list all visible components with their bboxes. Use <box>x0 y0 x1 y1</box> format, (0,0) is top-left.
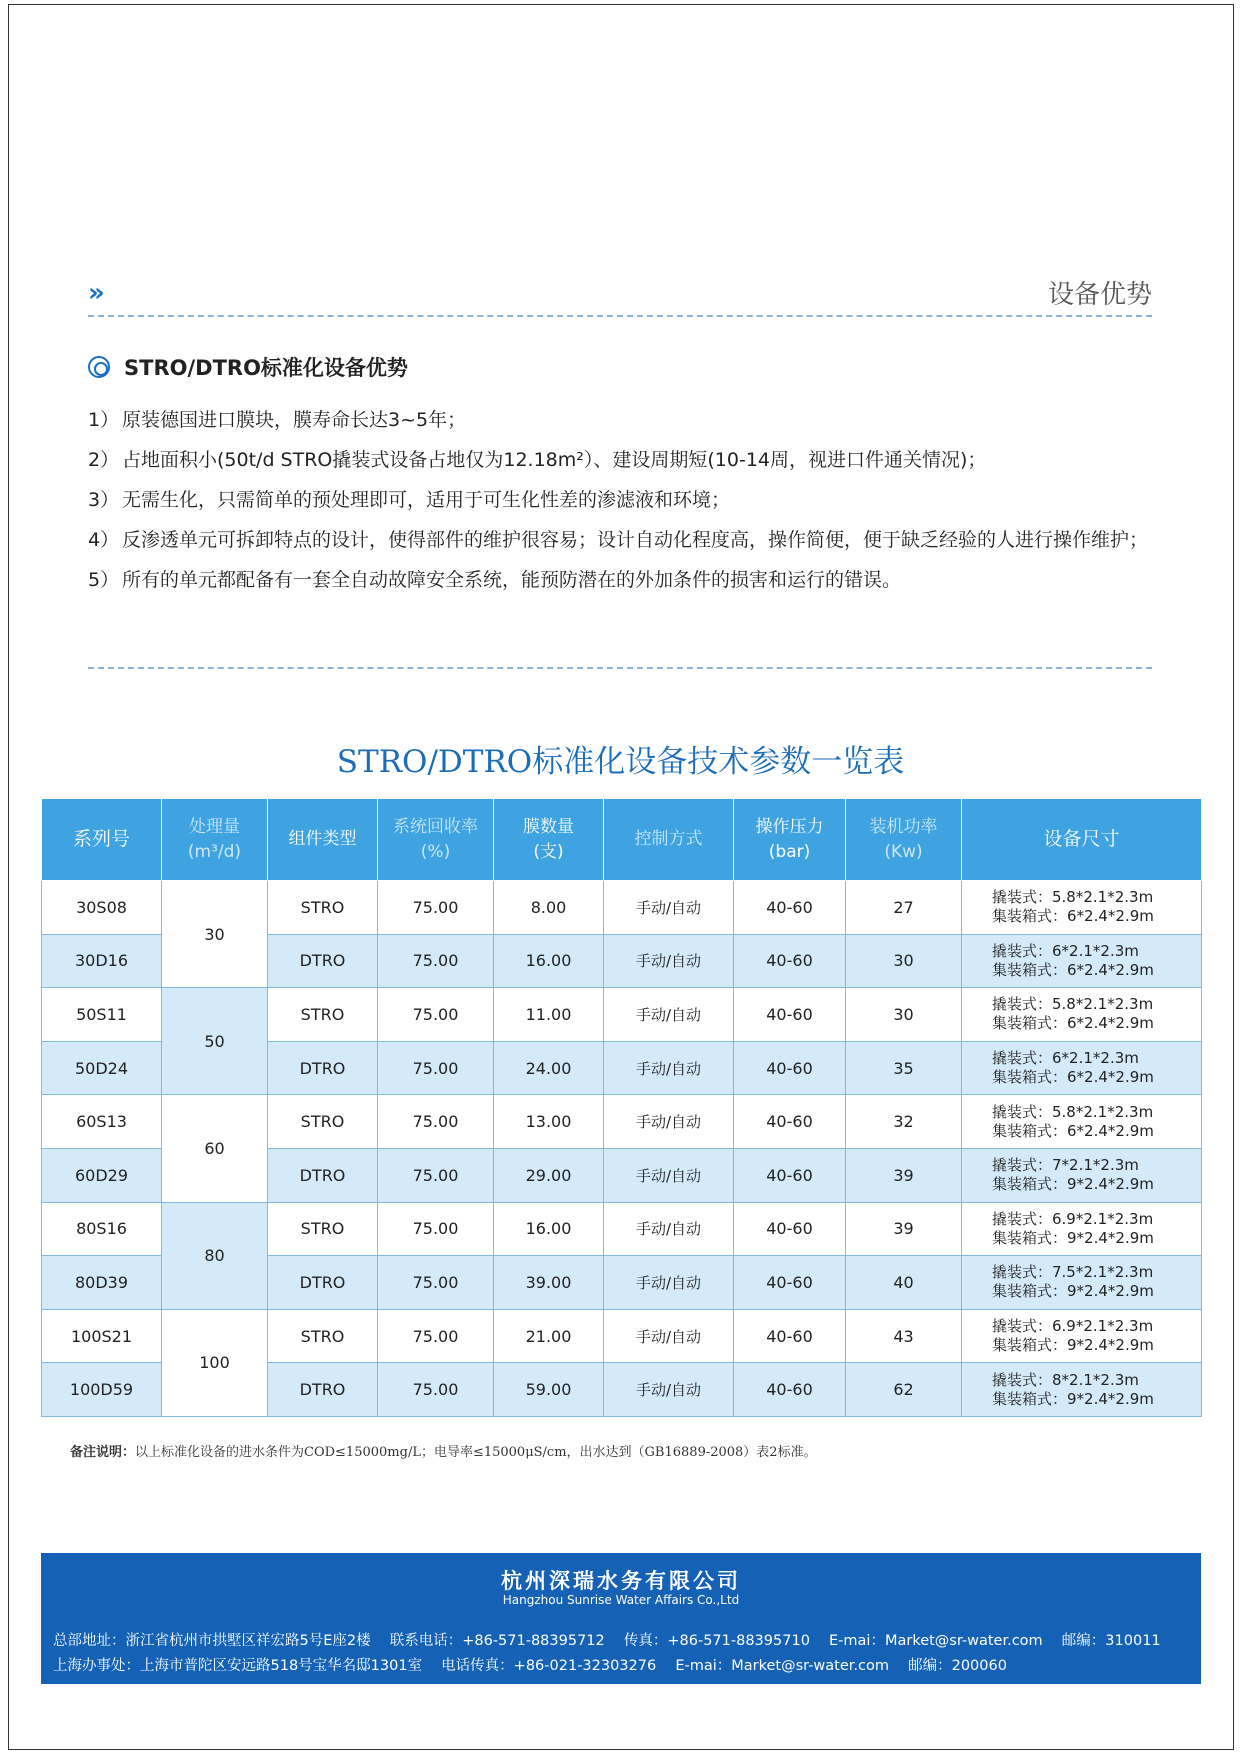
cell-pressure: 40-60 <box>734 1148 846 1202</box>
cell-control: 手动/自动 <box>604 934 734 988</box>
size-container: 集装箱式：6*2.4*2.9m <box>992 1068 1154 1087</box>
table-row <box>42 1309 1202 1363</box>
cell-membranes: 11.00 <box>494 988 604 1042</box>
section-title: 设备优势 <box>1047 280 1152 310</box>
cell-pressure: 40-60 <box>734 881 846 935</box>
table-row <box>42 1202 1202 1256</box>
cell-power: 62 <box>846 1363 962 1417</box>
cell-series: 80D39 <box>42 1256 162 1310</box>
size-skid: 撬装式：5.8*2.1*2.3m <box>992 995 1154 1014</box>
cell-control: 手动/自动 <box>604 1148 734 1202</box>
list-item-text: 所有的单元都配备有一套全自动故障安全系统，能预防潜在的外加条件的损害和运行的错误。 <box>122 569 902 591</box>
list-item-text: 原装德国进口膜块，膜寿命长达3~5年； <box>122 409 467 431</box>
size-container: 集装箱式：6*2.4*2.9m <box>992 960 1154 979</box>
divider-top <box>88 315 1152 317</box>
cell-membranes: 13.00 <box>494 1095 604 1149</box>
cell-control: 手动/自动 <box>604 1095 734 1149</box>
cell-series: 30D16 <box>42 934 162 988</box>
size-skid: 撬装式：7.5*2.1*2.3m <box>992 1263 1154 1282</box>
cell-recovery: 75.00 <box>378 881 494 935</box>
cell-membranes: 39.00 <box>494 1256 604 1310</box>
cell-control: 手动/自动 <box>604 1202 734 1256</box>
cell-module: STRO <box>268 881 378 935</box>
size-container: 集装箱式：9*2.4*2.9m <box>992 1175 1154 1194</box>
size-skid: 撬装式：6.9*2.1*2.3m <box>992 1209 1154 1228</box>
cell-recovery: 75.00 <box>378 1363 494 1417</box>
cell-size <box>962 1256 1202 1310</box>
table-row <box>42 881 1202 935</box>
cell-size <box>962 1202 1202 1256</box>
cell-pressure: 40-60 <box>734 1256 846 1310</box>
size-skid: 撬装式：5.8*2.1*2.3m <box>992 1102 1154 1121</box>
cell-pressure: 40-60 <box>734 988 846 1042</box>
cell-size <box>962 934 1202 988</box>
list-item-number: 2） <box>88 449 120 471</box>
cell-power: 32 <box>846 1095 962 1149</box>
cell-size <box>962 1363 1202 1417</box>
advantages-list <box>88 400 1158 600</box>
cell-module: DTRO <box>268 1148 378 1202</box>
cell-pressure: 40-60 <box>734 1095 846 1149</box>
size-skid: 撬装式：5.8*2.1*2.3m <box>992 888 1154 907</box>
cell-capacity: 50 <box>162 988 268 1095</box>
cell-recovery: 75.00 <box>378 1309 494 1363</box>
list-item <box>88 440 1158 480</box>
cell-series: 60D29 <box>42 1148 162 1202</box>
size-skid: 撬装式：6.9*2.1*2.3m <box>992 1317 1154 1336</box>
cell-power: 39 <box>846 1148 962 1202</box>
cell-pressure: 40-60 <box>734 1041 846 1095</box>
cell-control: 手动/自动 <box>604 1256 734 1310</box>
cell-membranes: 59.00 <box>494 1363 604 1417</box>
header-module: 组件类型 <box>268 799 378 881</box>
cell-recovery: 75.00 <box>378 1202 494 1256</box>
header-recovery: 系统回收率 (%) <box>378 799 494 881</box>
table-header-row <box>42 799 1202 881</box>
cell-membranes: 29.00 <box>494 1148 604 1202</box>
list-item-number: 3） <box>88 489 120 511</box>
spec-table <box>41 798 1202 1417</box>
list-item-number: 4） <box>88 529 120 551</box>
size-skid: 撬装式：6*2.1*2.3m <box>992 1049 1139 1068</box>
size-skid: 撬装式：6*2.1*2.3m <box>992 941 1139 960</box>
footer <box>41 1553 1201 1684</box>
divider-bottom <box>88 667 1152 669</box>
cell-control: 手动/自动 <box>604 881 734 935</box>
section-header <box>88 268 1152 318</box>
table-note <box>70 1441 817 1460</box>
cell-capacity: 60 <box>162 1095 268 1202</box>
cell-size <box>962 1095 1202 1149</box>
header-membranes: 膜数量 (支) <box>494 799 604 881</box>
cell-capacity: 80 <box>162 1202 268 1309</box>
cell-size <box>962 881 1202 935</box>
cell-membranes: 8.00 <box>494 881 604 935</box>
cell-series: 80S16 <box>42 1202 162 1256</box>
table-title: STRO/DTRO标准化设备技术参数一览表 <box>336 744 905 780</box>
cell-pressure: 40-60 <box>734 934 846 988</box>
cell-series: 100S21 <box>42 1309 162 1363</box>
header-series: 系列号 <box>42 799 162 881</box>
cell-module: DTRO <box>268 1041 378 1095</box>
note-label: 备注说明： <box>70 1445 136 1460</box>
size-container: 集装箱式：9*2.4*2.9m <box>992 1282 1154 1301</box>
cell-pressure: 40-60 <box>734 1363 846 1417</box>
cell-control: 手动/自动 <box>604 1041 734 1095</box>
cell-series: 60S13 <box>42 1095 162 1149</box>
size-container: 集装箱式：6*2.4*2.9m <box>992 1014 1154 1033</box>
list-item-text: 无需生化，只需简单的预处理即可，适用于可生化性差的渗滤液和环境； <box>122 489 731 511</box>
header-size: 设备尺寸 <box>962 799 1202 881</box>
company-name-en: Hangzhou Sunrise Water Affairs Co.,Ltd <box>502 1593 740 1607</box>
table-row <box>42 988 1202 1042</box>
shanghai-address: 上海办事处：上海市普陀区安远路518号宝华名邸1301室 电话传真：+86-021-32303276 E-mai：Market@sr-water.com 邮编：200060 <box>53 1658 1007 1674</box>
cell-membranes: 24.00 <box>494 1041 604 1095</box>
cell-capacity: 30 <box>162 881 268 988</box>
hq-address: 总部地址：浙江省杭州市拱墅区祥宏路5号E座2楼 联系电话：+86-571-88395712 传真：+86-571-88395710 E-mai：Market@sr-water.com 邮编：310011 <box>53 1633 1161 1649</box>
cell-size <box>962 1309 1202 1363</box>
cell-power: 43 <box>846 1309 962 1363</box>
list-item <box>88 400 1158 440</box>
header-control: 控制方式 <box>604 799 734 881</box>
double-chevron-icon: » <box>88 278 99 308</box>
cell-module: DTRO <box>268 1256 378 1310</box>
cell-power: 40 <box>846 1256 962 1310</box>
cell-recovery: 75.00 <box>378 934 494 988</box>
company-name-cn: 杭州深瑞水务有限公司 <box>501 1569 741 1593</box>
size-container: 集装箱式：6*2.4*2.9m <box>992 907 1154 926</box>
cell-module: STRO <box>268 988 378 1042</box>
cell-power: 30 <box>846 988 962 1042</box>
cell-series: 30S08 <box>42 881 162 935</box>
cell-module: DTRO <box>268 934 378 988</box>
cell-series: 100D59 <box>42 1363 162 1417</box>
cell-control: 手动/自动 <box>604 1363 734 1417</box>
cell-series: 50S11 <box>42 988 162 1042</box>
list-item-number: 1） <box>88 409 120 431</box>
cell-recovery: 75.00 <box>378 1041 494 1095</box>
note-text: 以上标准化设备的进水条件为COD≤15000mg/L；电导率≤15000μS/cm，出水达到（GB16889-2008）表2标准。 <box>135 1445 817 1460</box>
size-skid: 撬装式：7*2.1*2.3m <box>992 1156 1139 1175</box>
cell-power: 35 <box>846 1041 962 1095</box>
list-item <box>88 560 1158 600</box>
size-container: 集装箱式：9*2.4*2.9m <box>992 1389 1154 1408</box>
list-item <box>88 520 1158 560</box>
cell-membranes: 16.00 <box>494 934 604 988</box>
target-circle-icon <box>88 356 110 378</box>
cell-module: STRO <box>268 1095 378 1149</box>
cell-module: DTRO <box>268 1363 378 1417</box>
cell-module: STRO <box>268 1202 378 1256</box>
cell-series: 50D24 <box>42 1041 162 1095</box>
cell-pressure: 40-60 <box>734 1202 846 1256</box>
cell-recovery: 75.00 <box>378 1095 494 1149</box>
advantages-heading-text: STRO/DTRO标准化设备优势 <box>124 356 408 380</box>
cell-power: 30 <box>846 934 962 988</box>
cell-control: 手动/自动 <box>604 988 734 1042</box>
header-pressure: 操作压力 (bar) <box>734 799 846 881</box>
cell-power: 39 <box>846 1202 962 1256</box>
cell-size <box>962 1148 1202 1202</box>
cell-recovery: 75.00 <box>378 1148 494 1202</box>
header-power: 装机功率 (Kw) <box>846 799 962 881</box>
size-container: 集装箱式：6*2.4*2.9m <box>992 1121 1154 1140</box>
cell-module: STRO <box>268 1309 378 1363</box>
table-row <box>42 1095 1202 1149</box>
cell-membranes: 16.00 <box>494 1202 604 1256</box>
cell-power: 27 <box>846 881 962 935</box>
list-item-text: 占地面积小(50t/d STRO撬装式设备占地仅为12.18m²）、建设周期短(10-14周，视进口件通关情况)； <box>122 449 987 471</box>
cell-membranes: 21.00 <box>494 1309 604 1363</box>
cell-capacity: 100 <box>162 1309 268 1416</box>
list-item <box>88 480 1158 520</box>
cell-pressure: 40-60 <box>734 1309 846 1363</box>
cell-control: 手动/自动 <box>604 1309 734 1363</box>
size-skid: 撬装式：8*2.1*2.3m <box>992 1370 1139 1389</box>
cell-size <box>962 1041 1202 1095</box>
size-container: 集装箱式：9*2.4*2.9m <box>992 1336 1154 1355</box>
header-capacity: 处理量 (m³/d) <box>162 799 268 881</box>
size-container: 集装箱式：9*2.4*2.9m <box>992 1228 1154 1247</box>
cell-recovery: 75.00 <box>378 1256 494 1310</box>
list-item-number: 5） <box>88 569 120 591</box>
list-item-text: 反渗透单元可拆卸特点的设计，使得部件的维护很容易；设计自动化程度高，操作简便，便于缺乏经验的人进行操作维护； <box>122 529 1149 551</box>
advantages-heading <box>88 352 408 382</box>
cell-size <box>962 988 1202 1042</box>
cell-recovery: 75.00 <box>378 988 494 1042</box>
